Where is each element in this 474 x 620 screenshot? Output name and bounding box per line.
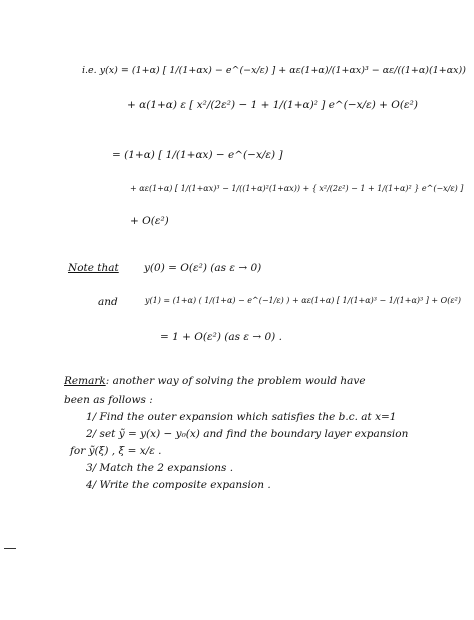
remark-step-2-cont: for ỹ(ξ) , ξ = x/ε . — [70, 445, 162, 457]
equation-line-1: i.e. y(x) = (1+α) [ 1/(1+αx) − e^(−x/ε) ] + αε(1+α)/(1+αx)³ − αε/((1+α)(1+αx)) — [82, 65, 466, 76]
remark-step-4: 4/ Write the composite expansion . — [86, 479, 271, 491]
equation-line-5: + O(ε²) — [130, 215, 169, 227]
remark-step-3: 3/ Match the 2 expansions . — [86, 462, 234, 474]
remark-text: : another way of solving the problem would have — [105, 375, 366, 387]
remark-line-1 — [64, 376, 366, 387]
equation-line-4: + αε(1+α) [ 1/(1+αx)³ − 1/((1+α)²(1+αx)) + { x²/(2ε²) − 1 + 1/(1+α)² } e^(−x/ε) ] — [130, 184, 464, 193]
note-label: Note that — [68, 262, 119, 274]
remark-step-2: 2/ set ỹ = y(x) − y₀(x) and find the boundary layer expansion — [86, 428, 409, 440]
equation-line-2: + α(1+α) ε [ x²/(2ε²) − 1 + 1/(1+α)² ] e^(−x/ε) + O(ε²) — [127, 99, 418, 111]
remark-step-1: 1/ Find the outer expansion which satisfies the b.c. at x=1 — [86, 411, 397, 423]
remark-label: Remark — [64, 375, 106, 387]
equation-line-3: = (1+α) [ 1/(1+αx) − e^(−x/ε) ] — [112, 149, 283, 161]
equation-line-7: y(1) = (1+α) ( 1/(1+α) − e^(−1/ε) ) + αε(1+α) [ 1/(1+α)³ − 1/(1+α)³ ] + O(ε²) — [145, 296, 461, 305]
equation-line-8: = 1 + O(ε²) (as ε → 0) . — [160, 331, 282, 343]
margin-mark — [4, 548, 16, 549]
remark-line-2: been as follows : — [64, 394, 153, 406]
and-label: and — [98, 296, 118, 308]
equation-line-6: y(0) = O(ε²) (as ε → 0) — [144, 262, 262, 274]
